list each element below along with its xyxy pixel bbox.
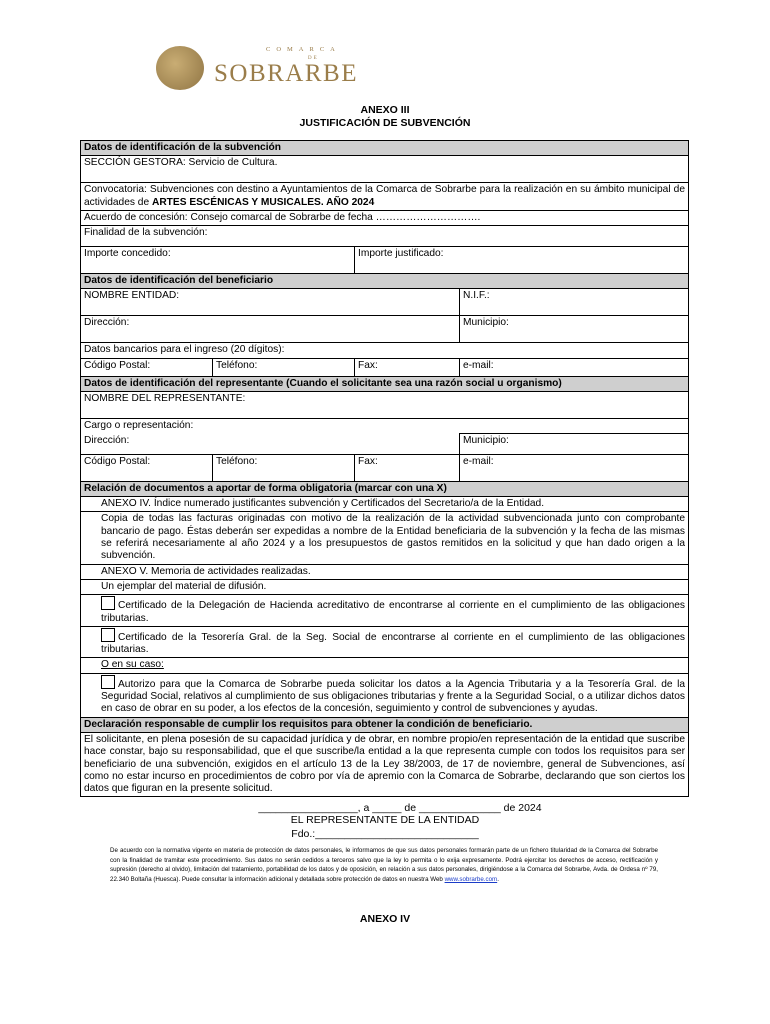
- beneficiary-phone-field[interactable]: Teléfono:: [213, 358, 355, 376]
- website-link[interactable]: www.sobrarbe.com: [444, 875, 498, 883]
- logo-de-text: DE: [308, 56, 319, 61]
- documents-section-header: Relación de documentos a aportar de forma obligatoria (marcar con una X): [81, 481, 689, 496]
- signature-role: EL REPRESENTANTE DE LA ENTIDAD: [290, 814, 480, 826]
- privacy-notice: [110, 846, 658, 884]
- representative-section-header: Datos de identificación del representante (Cuando el solicitante sea una razón social u organismo): [81, 376, 689, 391]
- doc-annex-iv: ANEXO IV. Índice numerado justificantes subvención y Certificados del Secretario/a de la Entidad.: [81, 497, 689, 512]
- subsidy-section-header: Datos de identificación de la subvención: [81, 141, 689, 156]
- declaration-text: El solicitante, en plena posesión de su capacidad jurídica y de obrar, en nombre propio/en representación de la entidad que suscribe hace constar, bajo su responsabilidad, que el que suscribe/la entidad a la que representa cumple con todos los requisitos para ser beneficiario de una subvención, exigidos en el artículo 13 de la Ley 38/2003, de 17 de noviembre, general de Subvenciones, así como no estar incurso en procedimientos de cobro por vía de apremio con la Comarca de Sobrarbe, declarando que son ciertos los datos que figuran en la presente solicitud.: [81, 732, 689, 796]
- doc-tax-certificate: [81, 595, 689, 627]
- representative-address-field[interactable]: Dirección:: [81, 434, 460, 455]
- signature-date-line[interactable]: _________________, a _____ de ______________ de 2024: [258, 802, 542, 814]
- signature-line[interactable]: Fdo.:____________________________: [291, 828, 479, 840]
- managing-section: SECCIÓN GESTORA: Servicio de Cultura.: [81, 156, 689, 183]
- privacy-text: De acuerdo con la normativa vigente en materia de protección de datos personales, le informamos de que sus datos personales formarán parte de un fichero titularidad de la Comarca del Sobrarbe con la finalidad de tramitar este procedimiento. Sus datos no serán cedidos a terceros salvo que la ley lo permita o lo exija expresamente. Podrá ejercitar los derechos de acceso, rectificación y supresión (derecho al olvido), limitación del tratamiento, portabilidad de los datos y de oposición, en relación a sus datos personales, dirigiéndose a la Comarca del Sobrarbe, Avda. de Ordesa nº 79, 22.340 Boltaña (Huesca). Puede consultar la información adicional y detallada sobre protección de datos en nuestra Web: [110, 847, 658, 883]
- ss-certificate-checkbox[interactable]: [101, 628, 115, 642]
- beneficiary-section-header: Datos de identificación del beneficiario: [81, 274, 689, 289]
- beneficiary-fax-field[interactable]: Fax:: [355, 358, 460, 376]
- justified-amount-field[interactable]: Importe justificado:: [355, 247, 689, 274]
- representative-municipality-field[interactable]: Municipio:: [460, 434, 689, 455]
- beneficiary-municipality-field[interactable]: Municipio:: [460, 316, 689, 343]
- justification-form: [80, 140, 689, 797]
- purpose-field[interactable]: Finalidad de la subvención:: [81, 226, 689, 247]
- call-bold-text: ARTES ESCÉNICAS Y MUSICALES. AÑO 2024: [151, 196, 375, 208]
- entity-name-field[interactable]: NOMBRE ENTIDAD:: [81, 289, 460, 316]
- footer-annex-label: ANEXO IV: [359, 913, 411, 925]
- comarca-logo: [156, 44, 356, 92]
- logo-small-text: COMARCA: [266, 46, 341, 53]
- bank-details-field[interactable]: Datos bancarios para el ingreso (20 dígitos):: [81, 343, 689, 358]
- doc-ss-certificate: [81, 626, 689, 658]
- authorization-checkbox[interactable]: [101, 675, 115, 689]
- authorization-text: Autorizo para que la Comarca de Sobrarbe pueda solicitar los datos a la Agencia Tributaria y a la Tesorería Gral. de la Seguridad Social, relativos al cumplimiento de sus obligaciones tributarias y frente a la Seguridad Social, o a utilizar dichos datos en caso de obrar en su poder, a los efectos de la concesión, seguimiento y control de subvenciones y ayudas.: [101, 678, 685, 715]
- representative-position-field[interactable]: Cargo o representación:: [81, 419, 689, 434]
- call-description: [81, 183, 689, 211]
- ss-certificate-text: Certificado de la Tesorería Gral. de la Seg. Social de encontrarse al corriente en el cumplimiento de las obligaciones tributarias.: [101, 631, 685, 656]
- tax-certificate-checkbox[interactable]: [101, 596, 115, 610]
- agreement-field[interactable]: Acuerdo de concesión: Consejo comarcal de Sobrarbe de fecha ………………………….: [81, 210, 689, 225]
- representative-email-field[interactable]: e-mail:: [460, 454, 689, 481]
- logo-emblem-icon: [156, 46, 204, 90]
- logo-big-text: SOBRARBE: [214, 60, 358, 87]
- doc-or-case: [81, 658, 689, 673]
- or-case-text: O en su caso:: [101, 659, 164, 671]
- representative-name-field[interactable]: NOMBRE DEL REPRESENTANTE:: [81, 392, 689, 419]
- granted-amount-field[interactable]: Importe concedido:: [81, 247, 355, 274]
- representative-phone-field[interactable]: Teléfono:: [213, 454, 355, 481]
- privacy-end: .: [497, 875, 499, 883]
- representative-fax-field[interactable]: Fax:: [355, 454, 460, 481]
- doc-annex-v: ANEXO V. Memoria de actividades realizadas.: [81, 564, 689, 579]
- beneficiary-email-field[interactable]: e-mail:: [460, 358, 689, 376]
- declaration-section-header: Declaración responsable de cumplir los requisitos para obtener la condición de beneficiario.: [81, 717, 689, 732]
- tax-certificate-text: Certificado de la Delegación de Hacienda acreditativo de encontrarse al corriente en el cumplimiento de las obligaciones tributarias.: [101, 600, 685, 624]
- beneficiary-postal-field[interactable]: Código Postal:: [81, 358, 213, 376]
- call-text: Convocatoria: Subvenciones con destino a Ayuntamientos de la Comarca de Sobrarbe para la realización en su ámbito municipal de actividades de: [84, 184, 685, 208]
- annex-label: ANEXO III: [360, 104, 410, 116]
- doc-authorization: [81, 673, 689, 717]
- page-title: JUSTIFICACIÓN DE SUBVENCIÓN: [299, 117, 471, 129]
- representative-postal-field[interactable]: Código Postal:: [81, 454, 213, 481]
- beneficiary-address-field[interactable]: Dirección:: [81, 316, 460, 343]
- nif-field[interactable]: N.I.F.:: [460, 289, 689, 316]
- doc-sample: Un ejemplar del material de difusión.: [81, 579, 689, 594]
- doc-invoices: Copia de todas las facturas originadas con motivo de la realización de la actividad subvencionada junto con comprobante bancario de pago. Éstas deberán ser expedidas a nombre de la Entidad beneficiaria de la subvención y la fecha de las mismas se referirá necesariamente al año 2024 y a los presupuestos de gastos remitidos en la solicitud y que han dado origen a la subvención.: [81, 512, 689, 564]
